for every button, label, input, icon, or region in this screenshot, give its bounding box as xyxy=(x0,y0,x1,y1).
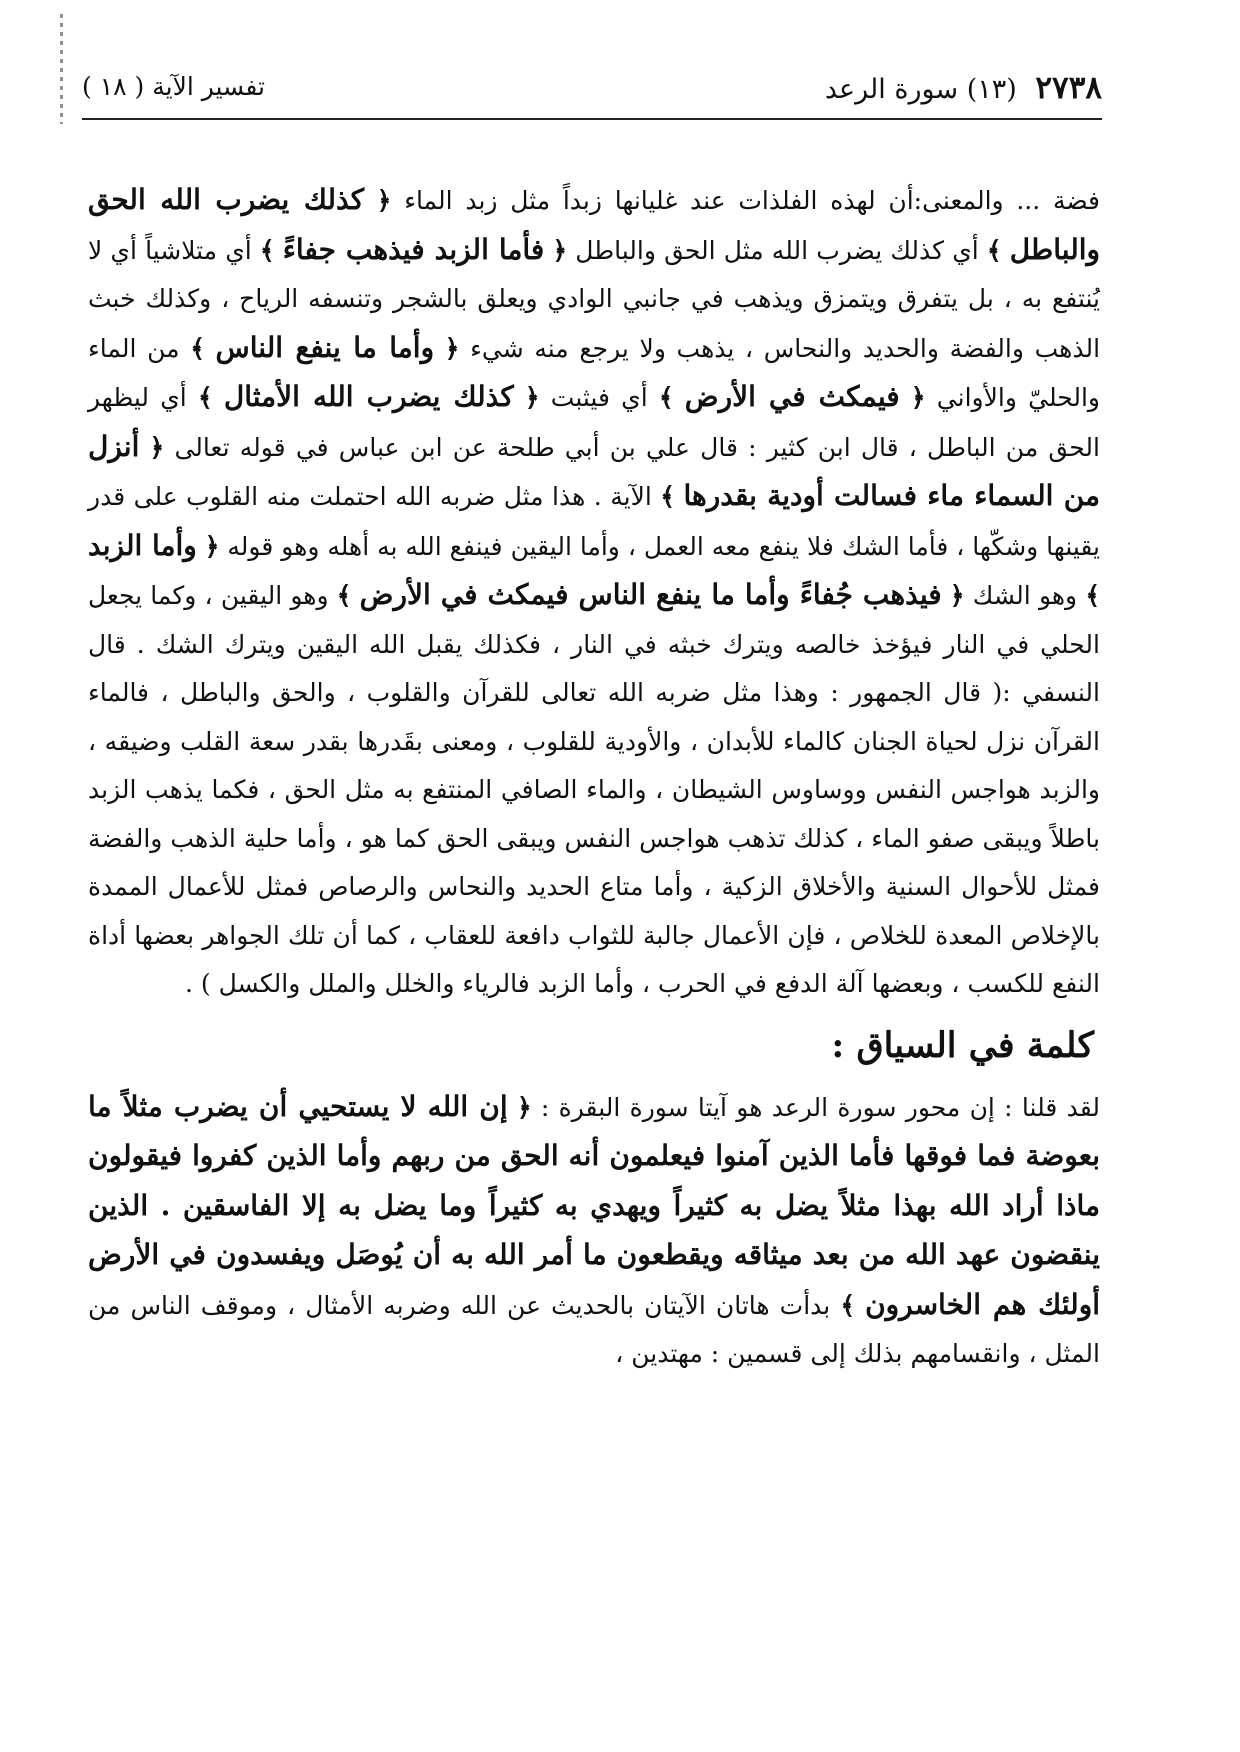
text-segment: أي فيثبت xyxy=(550,383,648,412)
text-segment: أي كذلك يضرب الله مثل الحق والباطل xyxy=(575,235,979,265)
quote-bracket-open: ﴿ xyxy=(444,333,460,363)
quote-bracket-open: ﴿ xyxy=(204,531,220,561)
quran-quote: كذلك يضرب الله الأمثال xyxy=(223,380,514,413)
text-segment: بدأت هاتان الآيتان بالحديث عن الله وضربه الأمثال ، وموقف الناس من المثل ، وانقسامهم بذلك إلى قسمين : مهتدين ، xyxy=(88,1290,1100,1368)
header-right-group xyxy=(825,70,1102,106)
quran-quote: فيذهب جُفاءً وأما ما ينفع الناس فيمكث في الأرض xyxy=(359,578,942,611)
paragraph-tafsir xyxy=(88,176,1100,1009)
page-content xyxy=(88,176,1100,1379)
quran-quote: وأما الزبد xyxy=(88,528,197,562)
quote-bracket-close: ﴾ xyxy=(660,482,675,511)
quote-bracket-open: ﴿ xyxy=(949,581,965,610)
quote-bracket-open: ﴿ xyxy=(524,383,540,412)
quote-bracket-open: ﴿ xyxy=(552,235,568,265)
text-segment: من الماء والحليّ والأواني xyxy=(88,333,1101,412)
quote-bracket-close: ﴾ xyxy=(1085,581,1100,610)
section-heading: كلمة في السياق : xyxy=(831,1024,1094,1066)
quote-bracket-close: ﴾ xyxy=(197,383,213,412)
text-segment: وهو الشك xyxy=(972,581,1078,610)
quote-bracket-close: ﴾ xyxy=(190,333,205,363)
quote-bracket-close: ﴾ xyxy=(986,235,1002,265)
quote-bracket-open: ﴿ xyxy=(149,432,165,462)
quote-bracket-close: ﴾ xyxy=(658,383,674,412)
quran-quote: أنزل من السماء ماء فسالت أودية بقدرها xyxy=(88,429,1101,512)
text-segment: أي متلاشياً أي لا يُنتفع به ، بل يتفرق ويتمزق ويذهب في جانبي الوادي ويعلق بالشجر وتنسفه الرياح ، وكذلك خبث الذهب والفضة والحديد والنحاس ، يذهب ولا يرجع منه شيء xyxy=(88,235,1101,363)
quote-bracket-open: ﴿ xyxy=(376,186,392,215)
quran-quote: إن الله لا يستحيي أن يضرب مثلاً ما بعوضة فما فوقها فأما الذين آمنوا فيعلمون أنه الحق من ربهم وأما الذين كفروا فيقولون ماذا أراد الله بهذا مثلاً يضل به كثيراً ويهدي به كثيراً وما يضل به إلا الفاسقين . الذين ينقضون عهد الله من بعد ميثاقه ويقطعون ما أمر الله به أن يُوصَل ويفسدون في الأرض أولئك هم الخاسرون xyxy=(88,1089,1100,1321)
scan-margin-mark xyxy=(60,14,63,124)
text-segment: الآية . هذا مثل ضربه الله احتملت منه القلوب على قدر يقينها وشكّها ، فأما الشك فلا ينفع معه العمل ، وأما اليقين فينفع الله به أهله وهو قوله xyxy=(88,482,1101,561)
quran-quote: وأما ما ينفع الناس xyxy=(215,330,435,364)
text-segment: فضة ... والمعنى:أن لهذه الفلذات عند غليانها زبداً مثل زبد الماء xyxy=(404,186,1100,215)
quote-bracket-close: ﴾ xyxy=(259,235,275,265)
text-segment: أي ليظهر الحق من الباطل ، قال ابن كثير : قال علي بن أبي طلحة عن ابن عباس في قوله تعالى xyxy=(88,383,1100,462)
quran-quote: فيمكث في الأرض xyxy=(684,380,900,413)
quote-bracket-close: ﴾ xyxy=(336,581,352,610)
section-title: تفسير الآية ( ١٨ ) xyxy=(82,72,265,101)
page-number: ٢٧٣٨ xyxy=(1035,70,1102,106)
surah-title: (١٣) سورة الرعد xyxy=(824,74,1017,105)
paragraph-context xyxy=(88,1083,1100,1379)
text-segment: لقد قلنا : إن محور سورة الرعد هو آيتا سورة البقرة : xyxy=(540,1092,1100,1122)
quote-bracket-open: ﴿ xyxy=(910,383,926,412)
quran-quote: كذلك يضرب الله الحق والباطل xyxy=(88,183,1101,266)
header-divider xyxy=(82,118,1102,120)
text-segment: وهو اليقين ، وكما يجعل الحلي في النار فيؤخذ خالصه ويترك خبثه في النار ، فكذلك يقبل الله اليقين ويترك الشك . قال النسفي :( قال الجمهور : وهذا مثل ضربه الله تعالى للقرآن والقلوب ، والحق والباطل ، فالماء القرآن نزل لحياة الجنان كالماء للأبدان ، والأودية للقلوب ، ومعنى بقَدرها بقدر سعة القلب وضيقه ، والزبد هواجس النفس ووساوس الشيطان ، والماء الصافي المنتفع به مثل الحق ، فكما يذهب الزبد باطلاً ويبقى صفو الماء ، كذلك تذهب هواجس النفس ويبقى الحق كما هو ، وأما حلية الذهب والفضة فمثل للأحوال السنية والأخلاق الزكية ، وأما متاع الحديد والنحاس والرصاص فمثل للأعمال الممدة بالإخلاص المعدة للخلاص ، فإن الأعمال جالبة للثواب دافعة للعقاب ، كما أن تلك الجواهر بعضها أداة النفع للكسب ، وبعضها آلة الدفع في الحرب ، وأما الزبد فالرياء والخلل والملل والكسل ) . xyxy=(88,581,1100,998)
quote-bracket-open: ﴿ xyxy=(516,1092,532,1122)
quote-bracket-close: ﴾ xyxy=(840,1290,855,1320)
page-header xyxy=(82,66,1102,120)
quran-quote: فأما الزبد فيذهب جفاءً xyxy=(282,232,545,266)
